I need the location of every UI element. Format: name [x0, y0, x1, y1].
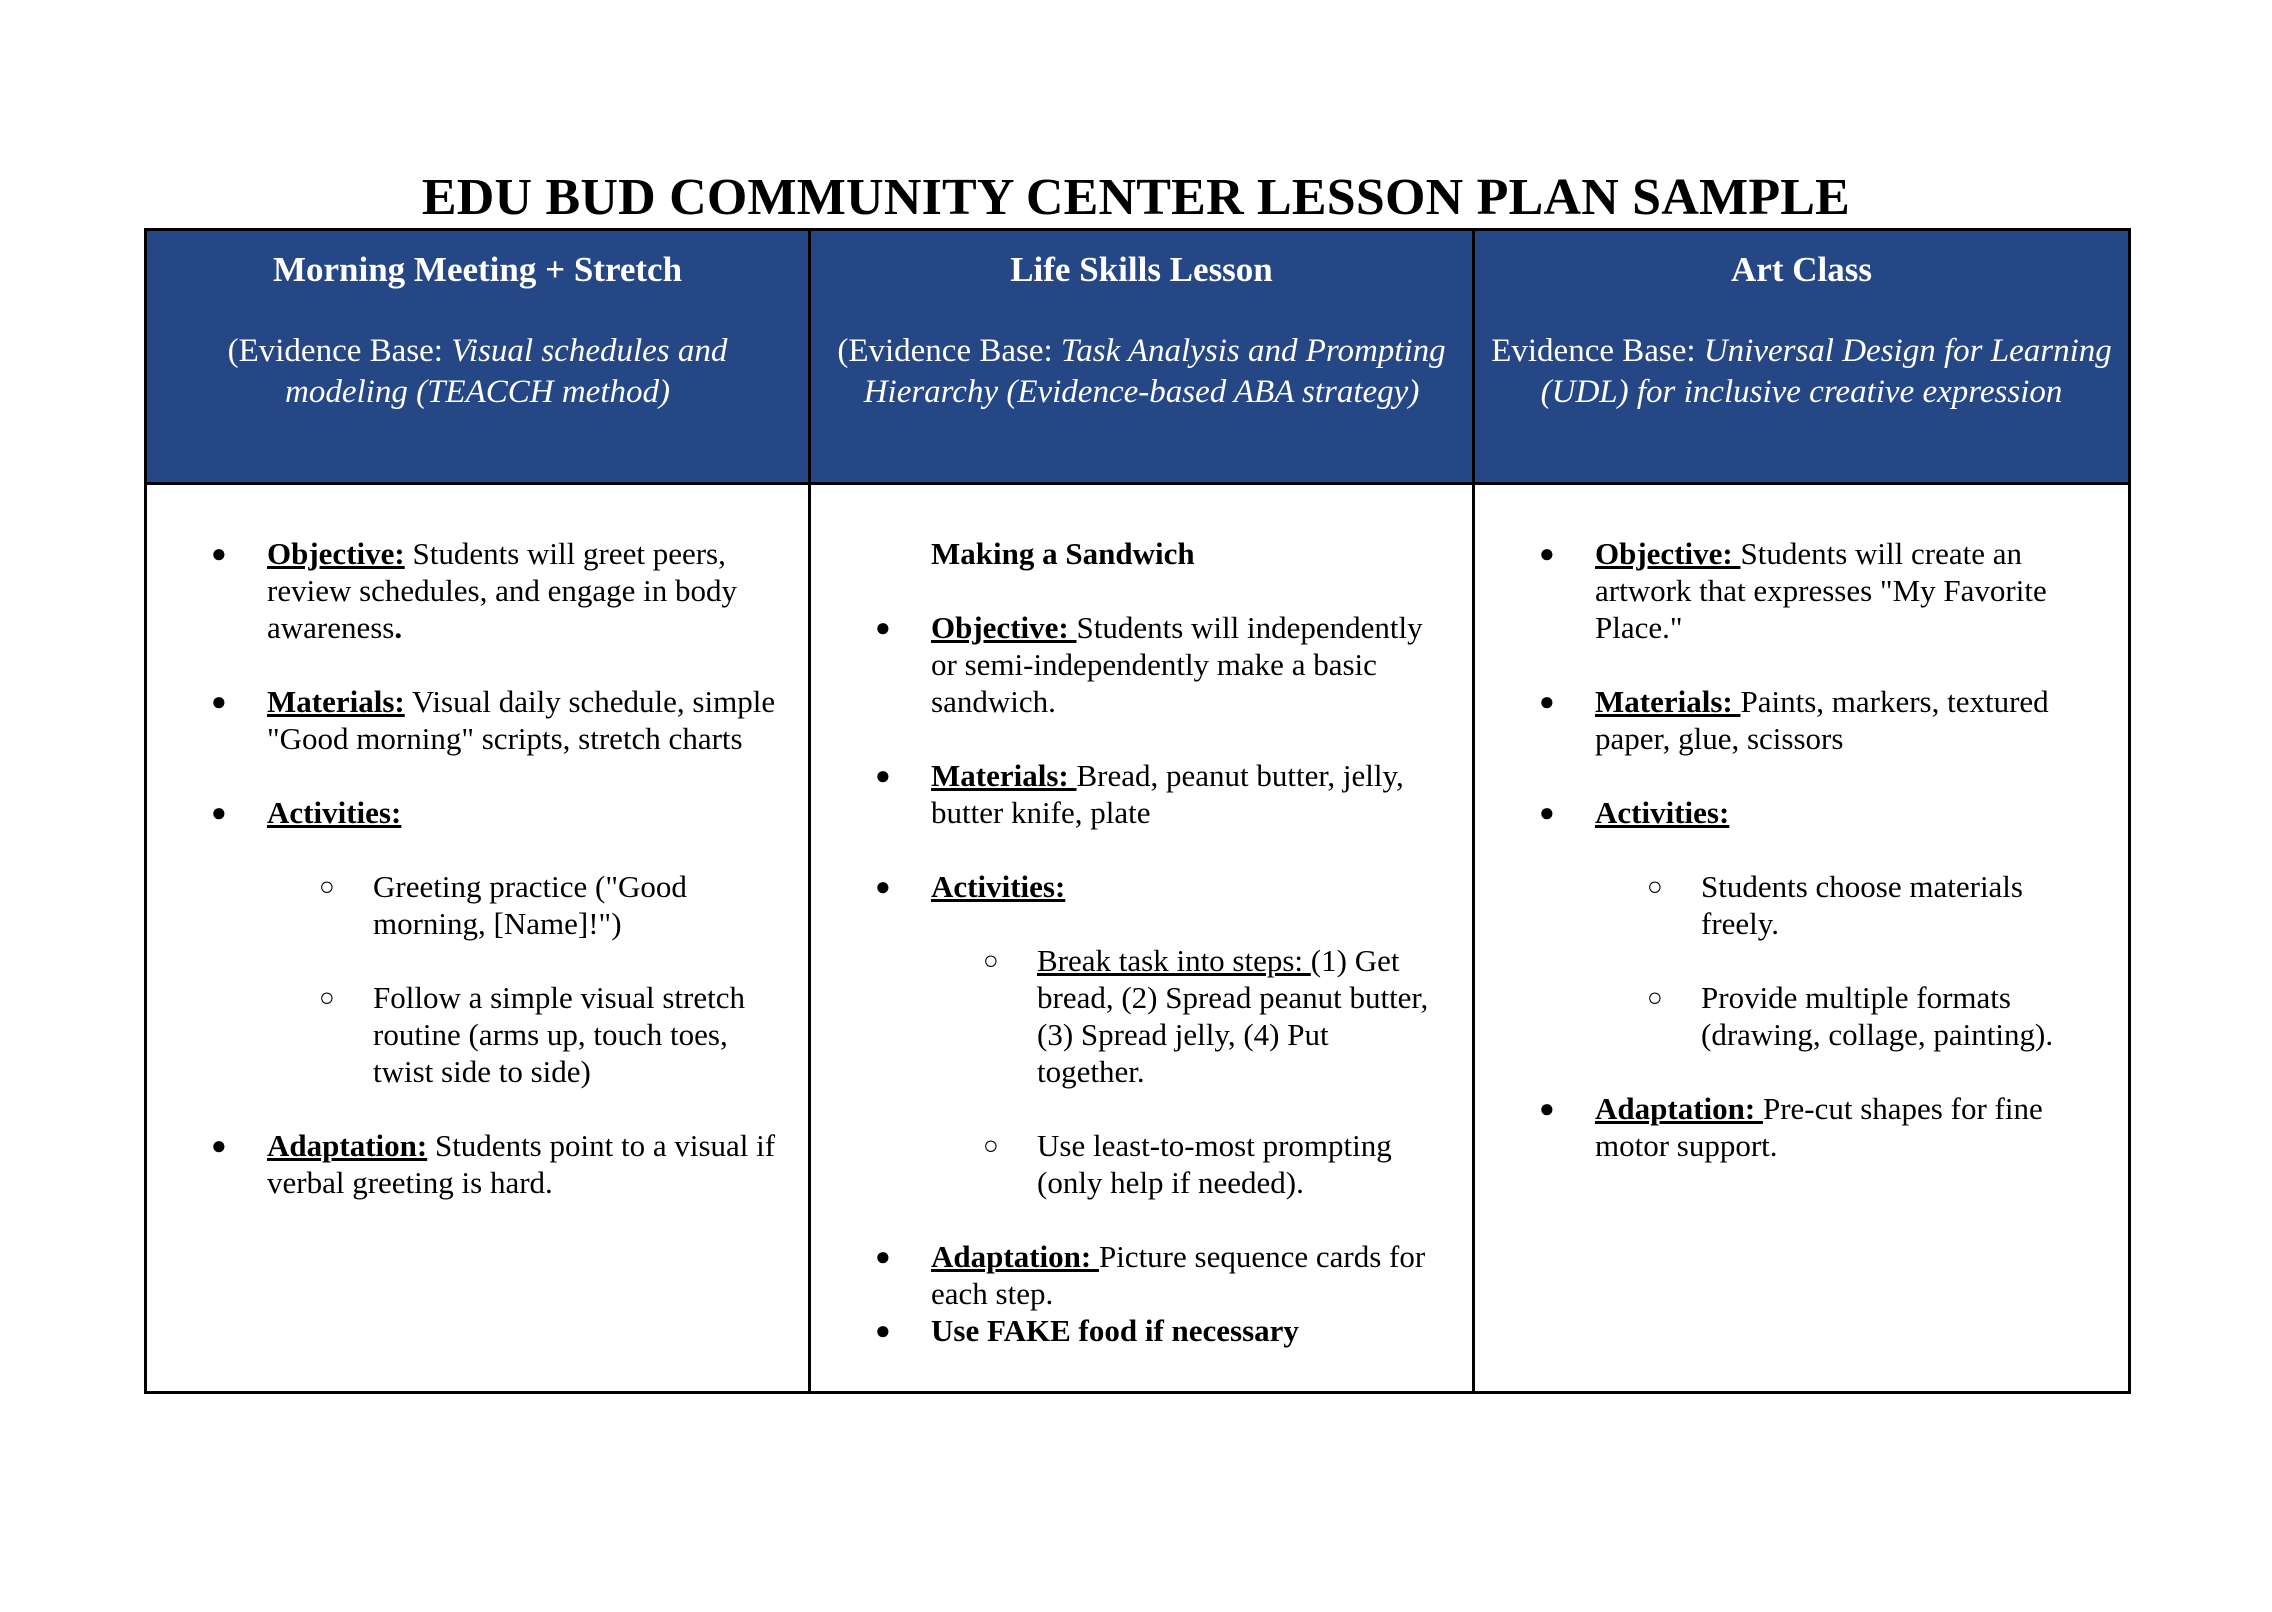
evidence-base [827, 331, 1456, 413]
sub-list-item [1595, 868, 2098, 942]
evidence-text: Universal Design for Learning (UDL) for inclusive creative expression [1540, 333, 2112, 410]
activities-label: Activities: [931, 869, 1066, 904]
sub-list-item [931, 1127, 1442, 1201]
evidence-text: Task Analysis and Prompting Hierarchy (Evidence-based ABA strategy) [863, 333, 1446, 410]
materials-label: Materials: [1595, 684, 1741, 719]
circle-bullet-icon: ○ [319, 983, 335, 1012]
list-item-adaptation [147, 1127, 778, 1201]
activities-label: Activities: [1595, 795, 1730, 830]
activity-step-label: Break task into steps: [1037, 943, 1311, 978]
header-art-class [1474, 230, 2130, 484]
objective-text: Students will greet peers, review schedules, and engage in body awareness [267, 536, 738, 645]
list-item-materials [1475, 683, 2098, 757]
activity-text: (1) Get bread, (2) Spread peanut butter, (3) Spread jelly, (4) Put together. [1037, 943, 1429, 1089]
lesson-plan-table [144, 228, 2131, 1394]
extra-note: Use FAKE food if necessary [931, 1313, 1299, 1348]
bullet-icon: ● [875, 872, 891, 901]
bullet-icon: ● [875, 613, 891, 642]
circle-bullet-icon: ○ [1647, 983, 1663, 1012]
sub-list-item [1595, 979, 2098, 1053]
activity-text: Use least-to-most prompting (only help if needed). [1037, 1128, 1392, 1200]
adaptation-text: Picture sequence cards for each step. [931, 1239, 1426, 1311]
bullet-icon: ● [1539, 687, 1555, 716]
lesson-subheading: Making a Sandwich [931, 536, 1195, 571]
objective-text: Students will independently or semi-independently make a basic sandwich. [931, 610, 1423, 719]
circle-bullet-icon: ○ [983, 1131, 999, 1160]
circle-bullet-icon: ○ [1647, 872, 1663, 901]
adaptation-label: Adaptation: [931, 1239, 1099, 1274]
activity-text: Students choose materials freely. [1701, 869, 2023, 941]
activity-text: Greeting practice ("Good morning, [Name]!") [373, 869, 687, 941]
list-item-adaptation [811, 1238, 1442, 1312]
activity-text: Follow a simple visual stretch routine (arms up, touch toes, twist side to side) [373, 980, 745, 1089]
column-title: Morning Meeting + Stretch [272, 250, 683, 289]
materials-text: Bread, peanut butter, jelly, butter knife, plate [931, 758, 1404, 830]
materials-text: Visual daily schedule, simple "Good morning" scripts, stretch charts [267, 684, 776, 756]
materials-text: Paints, markers, textured paper, glue, scissors [1595, 684, 2049, 756]
evidence-prefix: (Evidence Base: [837, 333, 1061, 369]
objective-label: Objective: [1595, 536, 1741, 571]
sub-list-item [931, 942, 1442, 1090]
bullet-icon: ● [211, 539, 227, 568]
header-morning-meeting [146, 230, 810, 484]
list-item-note [811, 1312, 1442, 1349]
sub-list-item [267, 979, 778, 1090]
list-item-activities [811, 868, 1442, 1201]
bullet-icon: ● [875, 1316, 891, 1345]
column-title: Art Class [1731, 250, 1872, 289]
list-item-activities [1475, 794, 2098, 1053]
cell-life-skills [810, 484, 1474, 1393]
bullet-icon: ● [211, 1131, 227, 1160]
bullet-icon: ● [1539, 539, 1555, 568]
circle-bullet-icon: ○ [319, 872, 335, 901]
evidence-base [1491, 331, 2112, 413]
adaptation-text: Pre-cut shapes for fine motor support. [1595, 1091, 2043, 1163]
list-item-materials [147, 683, 778, 757]
page-title: EDU BUD COMMUNITY CENTER LESSON PLAN SAMPLE [421, 169, 1851, 226]
adaptation-label: Adaptation: [1595, 1091, 1763, 1126]
adaptation-label: Adaptation: [267, 1128, 428, 1163]
list-item-materials [811, 757, 1442, 831]
cell-art-class [1474, 484, 2130, 1393]
sub-list-item [267, 868, 778, 942]
activities-label: Activities: [267, 795, 402, 830]
bullet-icon: ● [1539, 798, 1555, 827]
bullet-icon: ● [211, 798, 227, 827]
objective-label: Objective: [267, 536, 405, 571]
list-item-objective [147, 535, 778, 646]
bullet-icon: ● [875, 1242, 891, 1271]
header-row [146, 230, 2130, 484]
evidence-prefix: Evidence Base: [1491, 333, 1704, 369]
objective-label: Objective: [931, 610, 1077, 645]
list-item-activities [147, 794, 778, 1090]
body-row [146, 484, 2130, 1393]
column-title: Life Skills Lesson [1010, 250, 1273, 289]
header-life-skills [810, 230, 1474, 484]
evidence-prefix: (Evidence Base: [227, 333, 452, 369]
objective-text: Students will create an artwork that expresses "My Favorite Place." [1595, 536, 2047, 645]
evidence-base [163, 331, 792, 413]
evidence-text: Visual schedules and modeling (TEACCH method) [285, 333, 728, 410]
objective-end: . [394, 610, 403, 645]
materials-label: Materials: [267, 684, 405, 719]
bullet-icon: ● [1539, 1094, 1555, 1123]
circle-bullet-icon: ○ [983, 946, 999, 975]
cell-morning-meeting [146, 484, 810, 1393]
list-item-objective [1475, 535, 2098, 646]
list-item-adaptation [1475, 1090, 2098, 1164]
materials-label: Materials: [931, 758, 1077, 793]
adaptation-text: Students point to a visual if verbal greeting is hard. [267, 1128, 776, 1200]
list-item-objective [811, 609, 1442, 720]
bullet-icon: ● [211, 687, 227, 716]
activity-text: Provide multiple formats (drawing, collage, painting). [1701, 980, 2054, 1052]
bullet-icon: ● [875, 761, 891, 790]
